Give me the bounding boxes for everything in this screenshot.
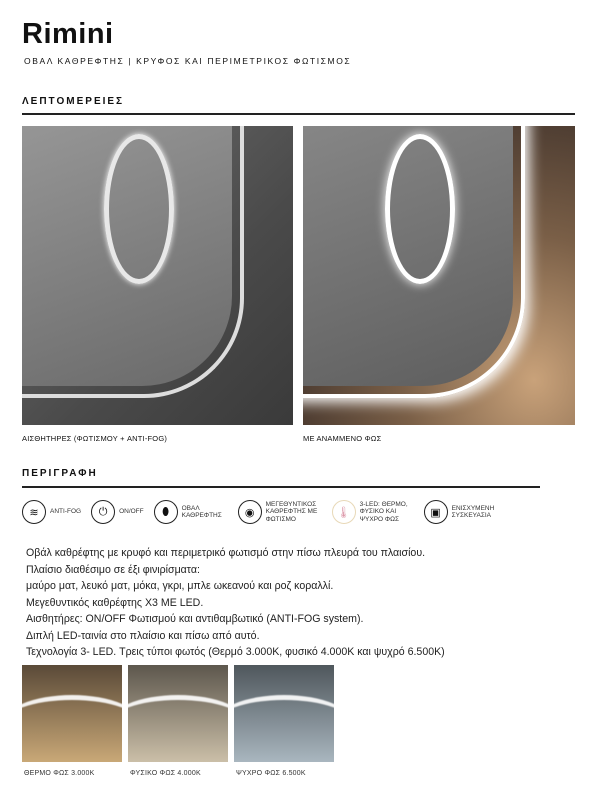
light-caption: ΘΕΡΜΟ ΦΩΣ 3.000K	[24, 770, 95, 777]
description-line: Διπλή LED-ταινία στο πλαίσιο και πίσω από αυτό.	[26, 629, 260, 642]
light-caption: ΦΥΣΙΚΟ ΦΩΣ 4.000K	[130, 770, 201, 777]
divider	[22, 113, 575, 115]
description-line: μαύρο ματ, λευκό ματ, μόκα, γκρι, μπλε ωκεανού και ροζ κοραλλί.	[26, 580, 334, 592]
natural-light-photo	[128, 665, 228, 762]
description-line: Μεγεθυντικός καθρέφτης X3 ME LED.	[26, 596, 204, 609]
description-line: Πλαίσιο διαθέσιμο σε έξι φινιρίσματα:	[26, 563, 200, 576]
thermometer-icon: 🌡	[332, 500, 356, 524]
light-caption: ΨΥΧΡΟ ΦΩΣ 6.500K	[236, 770, 306, 777]
divider	[22, 486, 540, 488]
package-icon: ▣	[424, 500, 448, 524]
photo-caption: ΑΙΣΘΗΤΗΡΕΣ (ΦΩΤΙΣΜΟΥ + ANTI-FOG)	[22, 434, 168, 443]
description-line: Αισθητήρες: ON/OFF Φωτισμού και αντιθαμβωτικό (ANTI-FOG system).	[26, 613, 364, 625]
cool-light-photo	[234, 665, 334, 762]
feature-on-off: ⏻ ON/OFF	[91, 500, 144, 524]
page-subtitle: ΟΒΑΛ ΚΑΘΡΕΦΤΗΣ | ΚΡΥΦΟΣ ΚΑΙ ΠΕΡΙΜΕΤΡΙΚΟΣ ΦΩΤΙΣΜΟΣ	[24, 56, 352, 66]
feature-magnifier: ◉ ΜΕΓΕΘΥΝΤΙΚΟΣ ΚΑΘΡΕΦΤΗΣ ΜΕ ΦΩΤΙΣΜΟ	[238, 500, 322, 524]
anti-fog-icon: ≋	[22, 500, 46, 524]
description-text	[26, 545, 445, 661]
feature-anti-fog: ≋ ANTI-FOG	[22, 500, 81, 524]
mirror-lit-photo	[303, 126, 575, 425]
photo-caption: ΜΕ ΑΝΑΜΜΕΝΟ ΦΩΣ	[303, 434, 382, 443]
feature-3led: 🌡 3-LED: ΘΕΡΜΟ, ΦΥΣΙΚΟ ΚΑΙ ΨΥΧΡΟ ΦΩΣ	[332, 500, 414, 524]
feature-oval: ⬮ ΟΒΑΛ ΚΑΘΡΕΦΤΗΣ	[154, 500, 228, 524]
description-line: Τεχνολογία 3- LED. Τρεις τύποι φωτός (Θερμό 3.000K, φυσικό 4.000K και ψυχρό 6.500K)	[26, 646, 445, 658]
details-heading: ΛΕΠΤΟΜΕΡΕΙΕΣ	[22, 96, 125, 107]
feature-package: ▣ ΕΝΙΣΧΥΜΕΝΗ ΣΥΣΚΕΥΑΣΙΑ	[424, 500, 506, 524]
oval-mirror-icon: ⬮	[154, 500, 178, 524]
magnifier-mirror-icon: ◉	[238, 500, 262, 524]
warm-light-photo	[22, 665, 122, 762]
page-title: Rimini	[22, 18, 114, 50]
description-line: Οβάλ καθρέφτης με κρυφό και περιμετρικό φωτισμό στην πίσω πλευρά του πλαισίου.	[26, 547, 426, 559]
mirror-sensors-photo	[22, 126, 293, 425]
power-icon: ⏻	[91, 500, 115, 524]
feature-icons	[22, 500, 516, 524]
description-heading: ΠΕΡΙΓΡΑΦΗ	[22, 468, 98, 479]
